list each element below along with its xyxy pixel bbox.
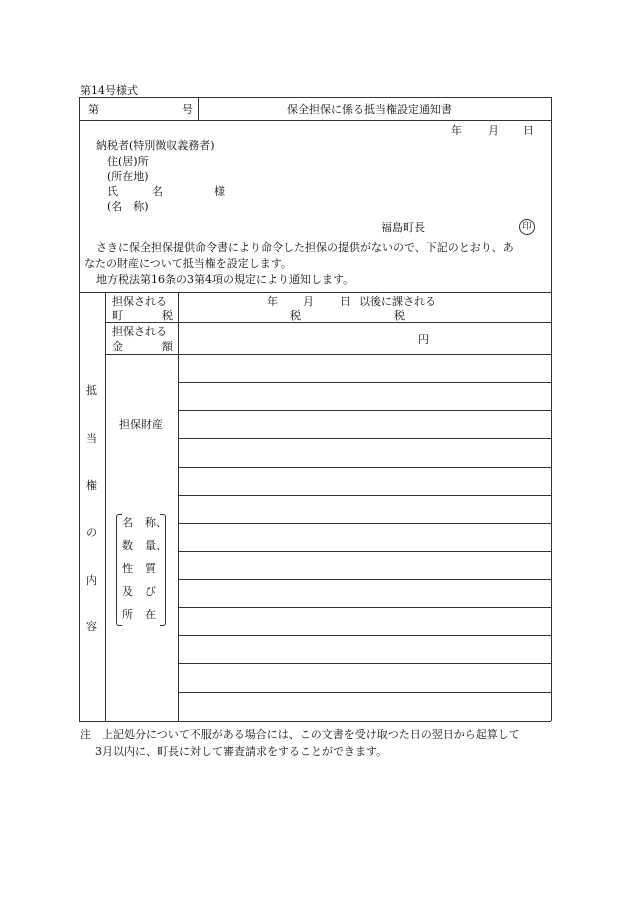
frame-left	[79, 97, 80, 721]
frame-top	[79, 97, 551, 98]
row1-bottom	[105, 322, 551, 323]
side-label-char: 当	[86, 432, 97, 445]
property-row-line	[178, 663, 551, 664]
row1-label-b2: 税	[162, 309, 173, 322]
body-line-3: 地方税法第16条の3第4項の規定により通知します。	[96, 273, 355, 286]
side-label-char: の	[86, 526, 97, 539]
side-label-char: 権	[86, 479, 97, 492]
property-row-line	[178, 382, 551, 383]
header-divider	[79, 120, 551, 121]
property-row-line	[178, 495, 551, 496]
row1-label-b1: 町	[112, 309, 123, 322]
row2-label-b2: 額	[162, 340, 173, 353]
side-column-divider	[105, 292, 106, 721]
property-sub-1b: 称、	[145, 516, 167, 529]
property-sub-4a: 及	[122, 585, 133, 598]
row1-month: 月	[303, 295, 314, 308]
property-sub-3b: 質	[145, 562, 156, 575]
form-number: 第14号様式	[80, 84, 138, 97]
name-alt-label: (名 称)	[107, 200, 149, 213]
table-top	[79, 292, 551, 293]
number-prefix: 第	[88, 103, 99, 116]
label-column-divider	[178, 292, 179, 721]
property-row-line	[178, 635, 551, 636]
date-year: 年	[451, 124, 462, 137]
row1-after: 以後に課される	[359, 295, 436, 308]
note-line-1: 上記処分について不服がある場合には、この文書を受け取つた日の翌日から起算して	[102, 728, 520, 741]
body-line-2: なたの財産について抵当権を設定します。	[84, 257, 292, 270]
frame-right	[551, 97, 552, 721]
name-label-a: 氏	[107, 185, 118, 198]
row1-tax-2: 税	[394, 309, 405, 322]
property-row-line	[178, 410, 551, 411]
property-sub-1a: 名	[122, 516, 133, 529]
address-label: 住(居)所	[107, 155, 149, 168]
issuer-name: 福島町長	[381, 221, 425, 234]
side-label-char: 内	[86, 574, 97, 587]
property-row-line	[178, 607, 551, 608]
name-label-b: 名	[152, 185, 163, 198]
property-sub-4b: び	[145, 585, 156, 598]
row1-label-a: 担保される	[112, 295, 167, 308]
side-label-char: 抵	[86, 384, 97, 397]
number-suffix: 号	[182, 103, 193, 116]
row2-bottom	[105, 354, 551, 355]
property-row-line	[178, 551, 551, 552]
note-mark: 注	[80, 728, 91, 741]
row1-tax-1: 税	[290, 309, 301, 322]
taxpayer-label: 納税者(特別徴収義務者)	[96, 139, 215, 152]
date-day: 日	[523, 124, 534, 137]
address-alt-label: (所在地)	[107, 170, 149, 183]
row1-day: 日	[340, 295, 351, 308]
property-row-line	[178, 692, 551, 693]
property-row-line	[178, 579, 551, 580]
property-label: 担保財産	[119, 418, 163, 431]
bracket-right	[160, 514, 166, 626]
row2-unit: 円	[418, 333, 429, 346]
property-sub-5a: 所	[122, 608, 133, 621]
frame-bottom	[79, 721, 551, 722]
property-sub-5b: 在	[145, 608, 156, 621]
honorific: 様	[214, 185, 225, 198]
property-row-line	[178, 438, 551, 439]
body-line-1: さきに保全担保提供命令書により命令した担保の提供がないので、下記のとおり、あ	[96, 241, 514, 254]
row2-label-b1: 金	[112, 340, 123, 353]
note-line-2: 3月以内に、町長に対して審査請求をすることができます。	[95, 745, 388, 758]
side-label-char: 容	[86, 620, 97, 633]
row2-label-a: 担保される	[112, 325, 167, 338]
seal-mark: 印	[519, 219, 535, 235]
header-split	[198, 97, 199, 120]
property-sub-2b: 量、	[145, 539, 167, 552]
document-title: 保全担保に係る抵当権設定通知書	[287, 103, 452, 116]
row1-year: 年	[267, 295, 278, 308]
property-row-line	[178, 523, 551, 524]
property-row-line	[178, 467, 551, 468]
property-sub-3a: 性	[122, 562, 133, 575]
property-sub-2a: 数	[122, 539, 133, 552]
date-month: 月	[488, 124, 499, 137]
